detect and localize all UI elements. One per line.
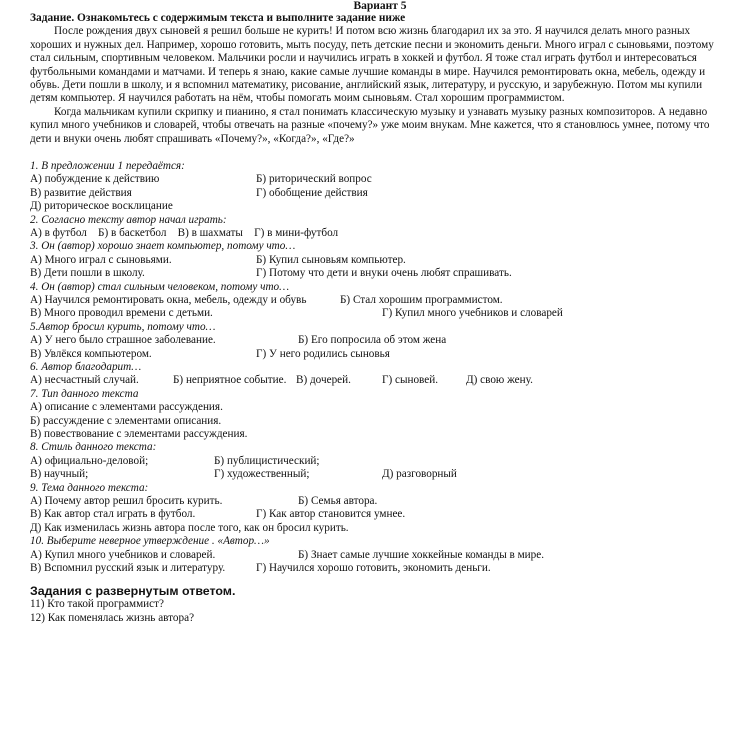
option-5c: В) Увлёкся компьютером. (30, 347, 152, 360)
option-9b: Б) Семья автора. (298, 495, 378, 508)
question-1: 1. В предложении 1 передаётся: (30, 160, 185, 173)
question-4: 4. Он (автор) стал сильным человеком, потому что… (30, 280, 290, 293)
option-3a: А) Много играл с сыновьями. (30, 253, 172, 266)
question-11: 11) Кто такой программист? (30, 598, 164, 611)
option-7c: В) повествование с элементами рассуждения. (30, 428, 248, 441)
question-2: 2. Согласно тексту автор начал играть: (30, 213, 227, 226)
question-12: 12) Как поменялась жизнь автора? (30, 611, 195, 624)
option-9e: Д) Как изменилась жизнь автора после того, как он бросил курить. (30, 521, 349, 534)
option-10d: Г) Научился хорошо готовить, экономить деньги. (256, 562, 491, 575)
option-1c: В) развитие действия (30, 186, 132, 199)
question-7: 7. Тип данного текста (30, 387, 139, 400)
option-8a: А) официально-деловой; (30, 454, 149, 467)
option-9d: Г) Как автор становится умнее. (256, 508, 406, 521)
variant-title: Вариант 5 (353, 0, 407, 12)
option-9a: А) Почему автор решил бросить курить. (30, 495, 223, 508)
question-9: 9. Тема данного текста: (30, 481, 149, 494)
option-6e: Д) свою жену. (466, 374, 533, 387)
question-3: 3. Он (автор) хорошо знает компьютер, потому что… (30, 240, 296, 253)
option-6a: А) несчастный случай. (30, 374, 139, 387)
option-5d: Г) У него родились сыновья (256, 347, 390, 360)
option-8b: Б) публицистический; (214, 454, 320, 467)
extended-answer-heading: Задания с развернутым ответом. (30, 584, 236, 599)
option-10c: В) Вспомнил русский язык и литературу. (30, 562, 226, 575)
option-7b: Б) рассуждение с элементами описания. (30, 414, 222, 427)
option-3c: В) Дети пошли в школу. (30, 267, 145, 280)
question-8: 8. Стиль данного текста: (30, 441, 157, 454)
option-6c: В) дочерей. (296, 374, 351, 387)
options-2: А) в футбол Б) в баскетбол В) в шахматы Г) в мини-футбол (30, 227, 339, 240)
option-1a: А) побуждение к действию (30, 173, 160, 186)
option-4b: Б) Стал хорошим программистом. (340, 294, 503, 307)
option-10a: А) Купил много учебников и словарей. (30, 548, 216, 561)
option-6b: Б) неприятное событие. (173, 374, 287, 387)
option-8e: Д) разговорный (382, 468, 457, 481)
option-5a: А) У него было страшное заболевание. (30, 334, 216, 347)
option-8d: Г) художественный; (214, 468, 310, 481)
option-7a: А) описание с элементами рассуждения. (30, 401, 223, 414)
text-paragraph-2: Когда мальчикам купили скрипку и пианино, я стал понимать классическую музыку и узнавать музыку разных композиторов. А недавно купил много учебников и словарей, чтобы отвечать на разные «почему?» уже моим внукам. Мне кажется, что я становлюсь умнее, потому что дети и внуки очень любят спрашивать «Почему?», «Когда?», «Где?» (30, 105, 710, 145)
option-3d: Г) Потому что дети и внуки очень любят спрашивать. (256, 267, 512, 280)
option-5b: Б) Его попросила об этом жена (298, 334, 447, 347)
question-10: 10. Выберите неверное утверждение . «Автор…» (30, 535, 270, 548)
question-6: 6. Автор благодарит… (30, 361, 142, 374)
worksheet (30, 0, 720, 625)
option-10b: Б) Знает самые лучшие хоккейные команды в мире. (298, 548, 545, 561)
option-4a: А) Научился ремонтировать окна, мебель, одежду и обувь (30, 294, 307, 307)
option-3b: Б) Купил сыновьям компьютер. (256, 253, 406, 266)
text-paragraph-1: После рождения двух сыновей я решил больше не курить! И потом всю жизнь благодарил их за это. Я научился делать много разных хороших и нужных дел. Например, хорошо готовить, мыть посуду, петь детские песни и экономить деньги. Много играл с сыновьями, поэтому стал сильным, спортивным человеком. Мальчики росли и научились играть в хоккей и футбол. Я тоже стал играть футбол и интересоваться футбольными командами и матчами. И теперь я знаю, какие самые лучшие команды в мире. Научился ремонтировать окна, мебель, одежду и обувь. Дети пошли в школу, и я вспомнил математику, рисование, английский язык, литературу, и русскую, и зарубежную. Потом мы купили детям компьютер. Я научился работать на нём, чтобы помогать моим сыновьям. Стал хорошим программистом. (30, 25, 714, 105)
question-5: 5.Автор бросил курить, потому что… (30, 320, 216, 333)
option-1b: Б) риторический вопрос (256, 173, 372, 186)
option-1e: Д) риторическое восклицание (30, 200, 173, 213)
option-9c: В) Как автор стал играть в футбол. (30, 508, 196, 521)
task-heading: Задание. Ознакомьтесь с содержимым текста и выполните задание ниже (30, 12, 406, 24)
option-8c: В) научный; (30, 468, 89, 481)
option-4d: Г) Купил много учебников и словарей (382, 307, 563, 320)
option-4c: В) Много проводил времени с детьми. (30, 307, 213, 320)
option-6d: Г) сыновей. (382, 374, 439, 387)
option-1d: Г) обобщение действия (256, 186, 368, 199)
